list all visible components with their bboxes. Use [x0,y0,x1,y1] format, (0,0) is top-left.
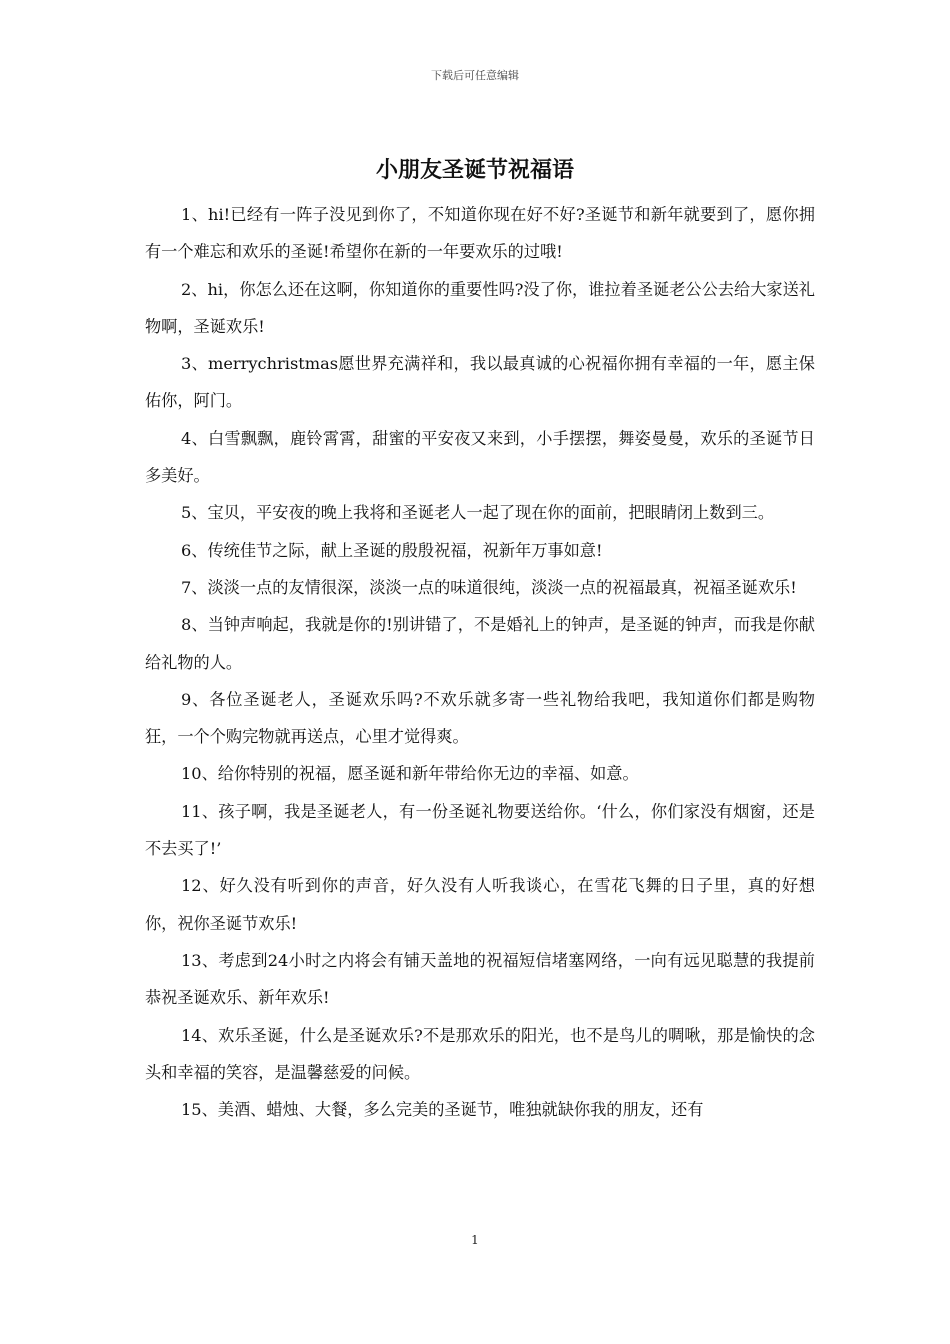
paragraph-6: 6、传统佳节之际，献上圣诞的殷殷祝福，祝新年万事如意! [181,540,603,560]
paragraph-5: 5、宝贝，平安夜的晚上我将和圣诞老人一起了现在你的面前，把眼睛闭上数到三。 [181,503,775,523]
paragraph-7: 7、淡淡一点的友情很深，淡淡一点的味道很纯，淡淡一点的祝福最真，祝福圣诞欢乐! [181,577,797,597]
document-title: 小朋友圣诞节祝福语 [375,158,574,183]
paragraph-10: 10、给你特别的祝福，愿圣诞和新年带给你无边的幸福、如意。 [181,764,639,784]
page-number: 1 [471,1233,479,1247]
paragraph-1: 1、hi!已经有一阵子没见到你了，不知道你现在好不好?圣诞节和新年就要到了，愿你拥有一个难忘和欢乐的圣诞!希望你在新的一年要欢乐的过哦! [145,205,815,262]
paragraph-4: 4、白雪飘飘，鹿铃霄霄，甜蜜的平安夜又来到，小手摆摆，舞姿曼曼，欢乐的圣诞节日多美好。 [145,428,815,486]
page-header-note: 下载后可任意编辑 [431,69,519,82]
paragraph-8: 8、当钟声响起，我就是你的!别讲错了，不是婚礼上的钟声，是圣诞的钟声，而我是你献给礼物的人。 [145,615,815,672]
paragraph-13: 13、考虑到24小时之内将会有铺天盖地的祝福短信堵塞网络，一向有远见聪慧的我提前恭祝圣诞欢乐、新年欢乐! [145,950,815,1008]
document-body [145,196,815,1128]
paragraph-12: 12、好久没有听到你的声音，好久没有人听我谈心，在雪花飞舞的日子里，真的好想你，祝你圣诞节欢乐! [145,876,815,933]
paragraph-14: 14、欢乐圣诞，什么是圣诞欢乐?不是那欢乐的阳光，也不是鸟儿的啁啾，那是愉快的念头和幸福的笑容，是温馨慈爱的问候。 [145,1025,815,1082]
paragraph-9: 9、各位圣诞老人，圣诞欢乐吗?不欢乐就多寄一些礼物给我吧，我知道你们都是购物狂，一个个购完物就再送点，心里才觉得爽。 [145,689,815,747]
paragraph-2: 2、hi，你怎么还在这啊，你知道你的重要性吗?没了你，谁拉着圣诞老公公去给大家送礼物啊，圣诞欢乐! [145,279,815,336]
paragraph-11: 11、孩子啊，我是圣诞老人，有一份圣诞礼物要送给你。‘什么，你们家没有烟窗，还是不去买了!’ [145,801,815,859]
paragraph-15: 15、美酒、蜡烛、大餐，多么完美的圣诞节，唯独就缺你我的朋友，还有 [181,1100,704,1120]
paragraph-3: 3、merrychristmas愿世界充满祥和，我以最真诚的心祝福你拥有幸福的一年，愿主保佑你，阿门。 [145,354,815,411]
